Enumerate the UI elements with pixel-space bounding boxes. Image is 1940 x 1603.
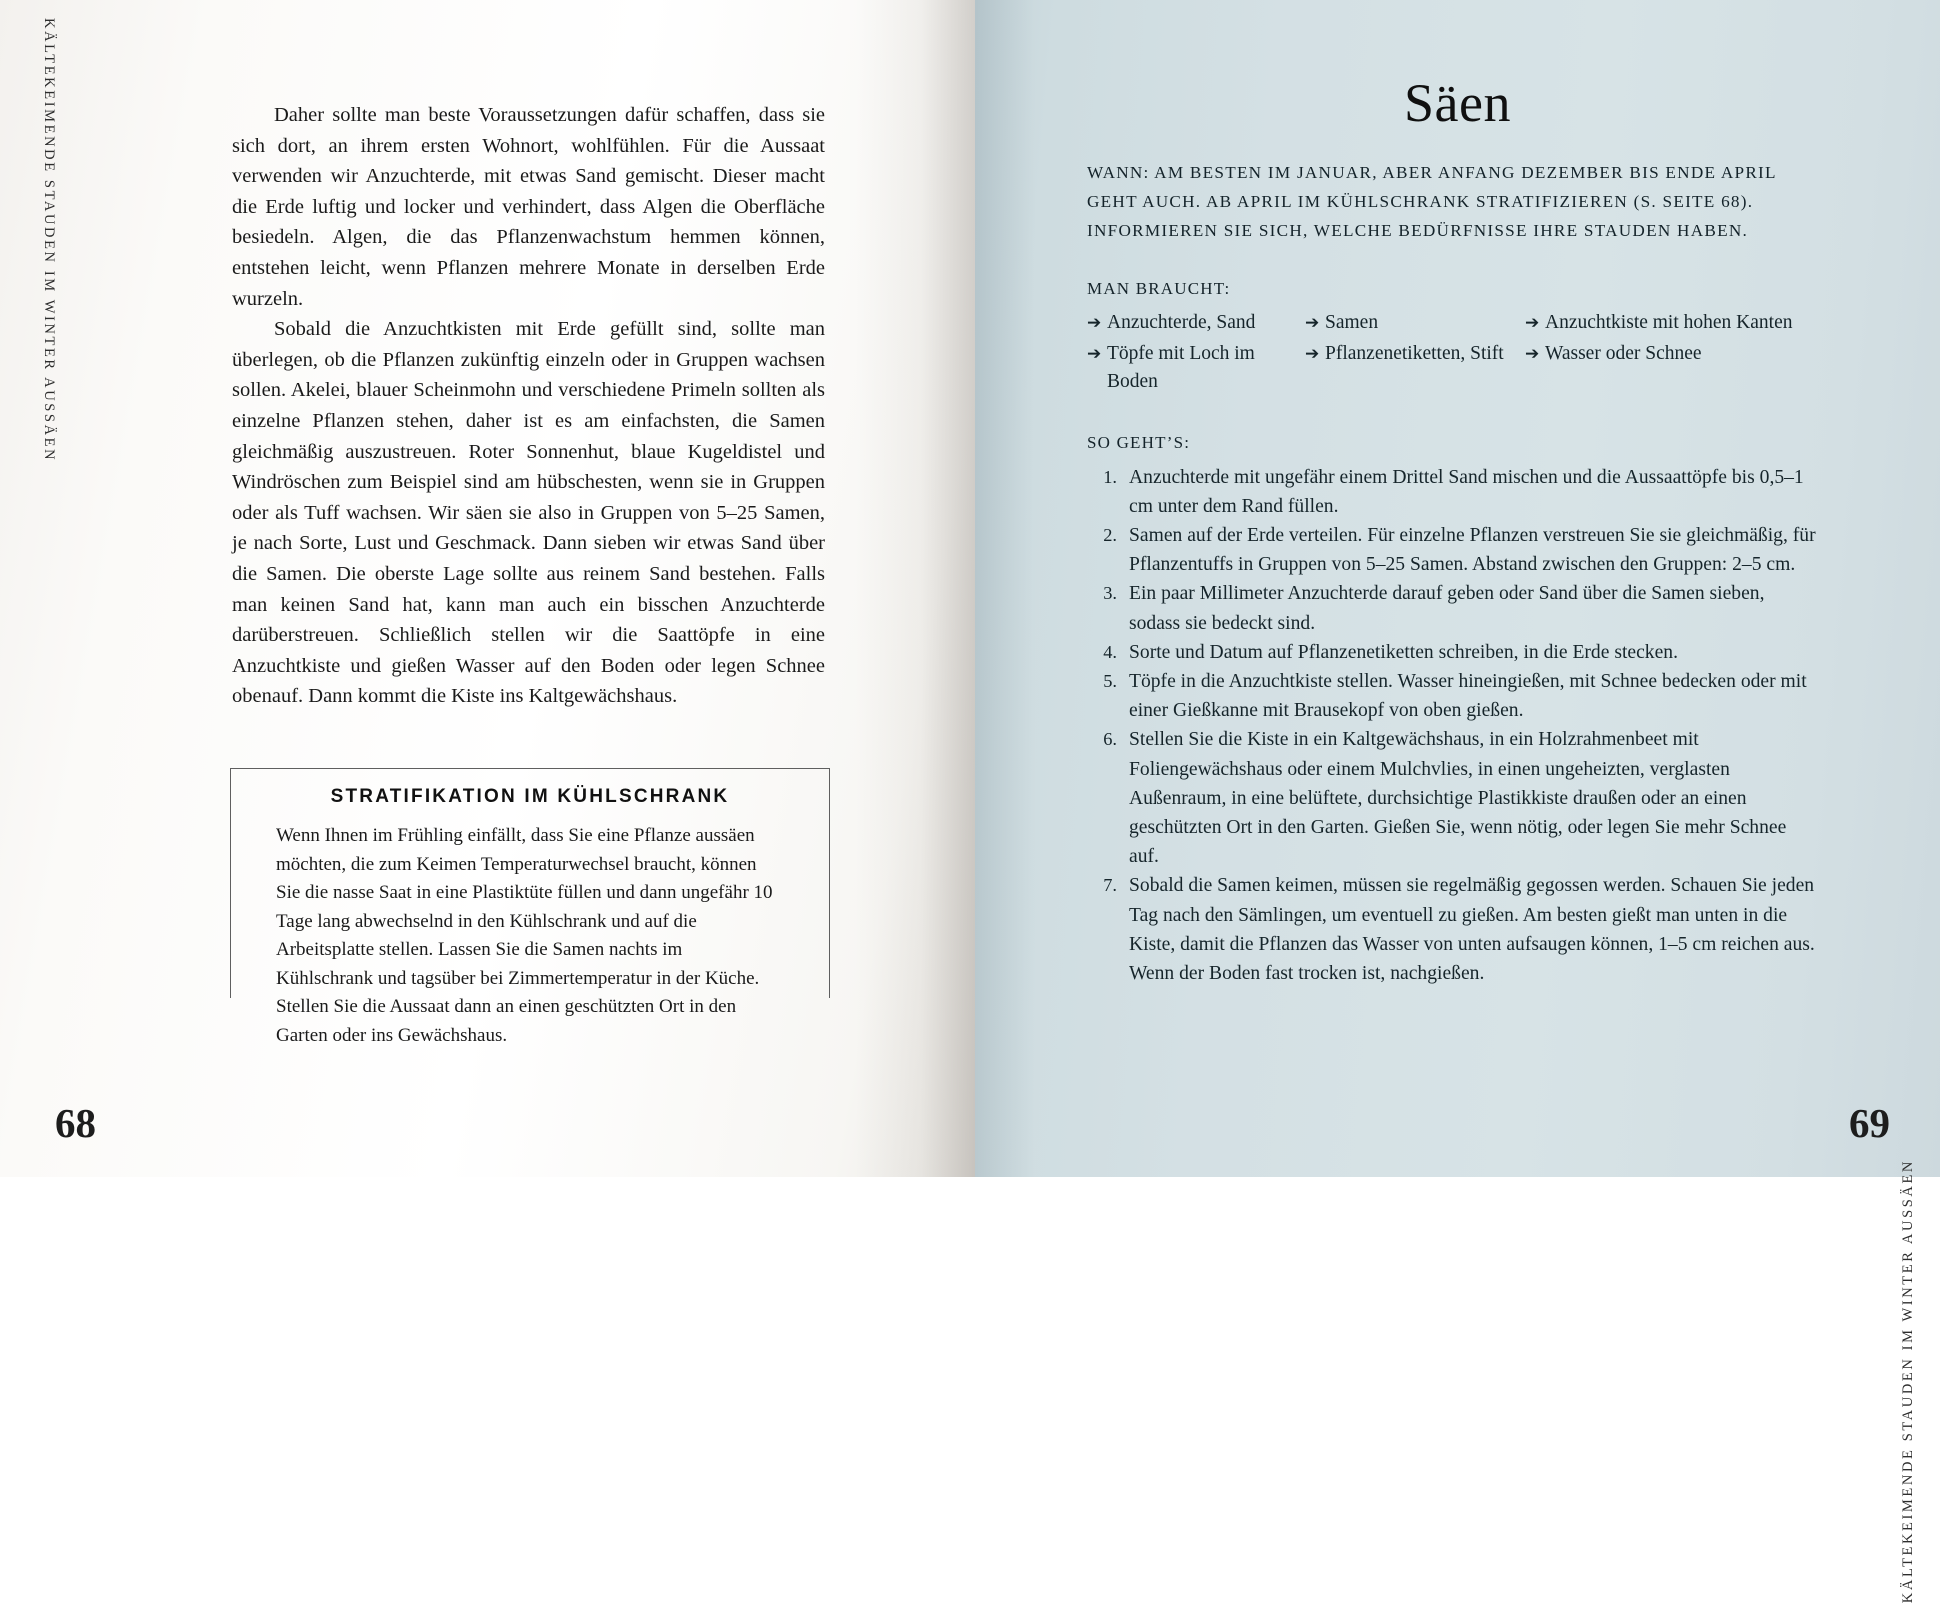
infobox-body: Wenn Ihnen im Frühling einfällt, dass Sie eine Pflanze aussäen möchten, die zum Keimen Temperaturwechsel braucht, können Sie die nasse Saat in eine Plastiktüte füllen und dann ungefähr 10 Tage lang abwechselnd in den Kühlschrank und auf die Arbeitsplatte stellen. Lassen Sie die Samen nachts im Kühlschrank und tagsüber bei Zimmertemperatur in der Küche. Stellen Sie die Aussaat dann an einen geschützten Ort in den Garten oder ins Gewächshaus. <box>276 825 773 1046</box>
infobox-right-rule <box>829 768 830 998</box>
steps-list <box>1087 463 1817 989</box>
need-label: Töpfe mit Loch im Boden <box>1107 342 1255 392</box>
arrow-icon: ➔ <box>1305 343 1320 363</box>
needs-column-2 <box>1305 309 1525 399</box>
arrow-icon: ➔ <box>1525 343 1540 363</box>
running-head-left: KÄLTEKEIMENDE STAUDEN IM WINTER AUSSÄEN <box>41 18 57 463</box>
step-item <box>1087 638 1817 667</box>
page-number-left: 68 <box>55 1100 96 1146</box>
step-item <box>1087 521 1817 579</box>
right-page-gutter-shadow <box>975 0 1035 1177</box>
step-item <box>1087 579 1817 637</box>
right-page <box>975 0 1940 1603</box>
step-text: Anzuchterde mit ungefähr einem Drittel Sand mischen und die Aussaattöpfe bis 0,5–1 cm unter dem Rand füllen. <box>1129 466 1804 517</box>
need-label: Wasser oder Schnee <box>1545 342 1702 364</box>
page-number-right: 69 <box>1849 1100 1890 1146</box>
step-text: Ein paar Millimeter Anzuchterde darauf geben oder Sand über die Samen sieben, sodass sie bedeckt sind. <box>1129 583 1765 634</box>
paragraph-2: Sobald die Anzuchtkisten mit Erde gefüllt sind, sollte man überlegen, ob die Pflanzen zukünftig einzeln oder in Gruppen wachsen sollen. Akelei, blauer Scheinmohn und verschiedene Primeln sollten als einzelne Pflanzen stehen, daher ist es am einfachsten, die Samen gleichmäßig auszustreuen. Roter Sonnenhut, blaue Kugeldistel und Windröschen zum Beispiel sind am hübschesten, wenn sie in Gruppen oder als Tuff wachsen. Wir säen sie also in Gruppen von 5–25 Samen, je nach Sorte, Lust und Geschmack. Dann sieben wir etwas Sand über die Samen. Die oberste Lage sollte aus reinem Sand bestehen. Falls man keinen Sand hat, kann man auch ein bisschen Anzuchterde darüberstreuen. Schließlich stellen wir die Saattöpfe in eine Anzuchtkiste und gießen Wasser auf den Boden oder legen Schnee obenauf. Dann kommt die Kiste ins Kaltgewächshaus. <box>232 318 825 708</box>
need-label: Anzuchterde, Sand <box>1107 312 1256 333</box>
needs-list <box>1087 309 1817 399</box>
need-label: Pflanzenetiketten, Stift <box>1325 342 1504 364</box>
stratifikation-infobox <box>230 768 830 1050</box>
step-number: 5. <box>1103 670 1117 691</box>
arrow-icon: ➔ <box>1305 313 1320 332</box>
need-item <box>1525 309 1795 338</box>
step-text: Töpfe in die Anzuchtkiste stellen. Wasser hineingießen, mit Schnee bedecken oder mit einer Gießkanne mit Brausekopf von oben gießen. <box>1129 670 1807 722</box>
left-body-text <box>232 100 825 712</box>
infobox-left-rule <box>230 768 231 998</box>
need-label: Samen <box>1325 312 1379 333</box>
when-text: WANN: AM BESTEN IM JANUAR, ABER ANFANG DEZEMBER BIS ENDE APRIL GEHT AUCH. AB APRIL IM KÜHLSCHRANK STRATIFIZIEREN (S. SEITE 68). INFORMIEREN SIE SICH, WELCHE BEDÜRFNISSE IHRE STAUDEN HABEN. <box>1087 163 1777 240</box>
need-item <box>1525 340 1795 369</box>
chapter-title: Säen <box>1404 73 1511 133</box>
need-item <box>1305 340 1525 369</box>
arrow-icon: ➔ <box>1087 343 1102 363</box>
step-item <box>1087 667 1817 725</box>
step-number: 3. <box>1103 583 1117 604</box>
step-text: Sobald die Samen keimen, müssen sie regelmäßig gegossen werden. Schauen Sie jeden Tag nach den Sämlingen, um eventuell zu gießen. Am besten gießt man unten in die Kiste, damit die Pflanzen das Wasser von unten aufsaugen können, 1–5 cm reichen aus. Wenn der Boden fast trocken ist, nachgießen. <box>1129 875 1815 984</box>
step-item <box>1087 871 1817 988</box>
step-item <box>1087 725 1817 871</box>
needs-label: MAN BRAUCHT: <box>1087 279 1231 298</box>
paragraph-1: Daher sollte man beste Voraussetzungen dafür schaffen, dass sie sich dort, an ihrem ersten Wohnort, wohlfühlen. Für die Aussaat verwenden wir Anzuchterde, mit etwas Sand gemischt. Dieser macht die Erde luftig und locker und verhindert, dass Algen die Oberfläche besiedeln. Algen, die das Pflanzenwachstum hemmen können, entstehen leicht, wenn Pflanzen mehrere Monate in derselben Erde wurzeln. <box>232 104 825 310</box>
step-number: 2. <box>1103 524 1117 545</box>
steps-label: SO GEHT’S: <box>1087 432 1191 452</box>
step-number: 6. <box>1103 729 1117 750</box>
need-item <box>1087 340 1305 397</box>
step-text: Samen auf der Erde verteilen. Für einzelne Pflanzen verstreuen Sie sie gleichmäßig, für Pflanzentuffs in Gruppen von 5–25 Samen. Abstand zwischen den Gruppen: 2–5 cm. <box>1129 524 1816 576</box>
step-item <box>1087 463 1817 521</box>
arrow-icon: ➔ <box>1525 313 1540 332</box>
needs-column-3 <box>1525 309 1795 399</box>
step-text: Sorte und Datum auf Pflanzenetiketten schreiben, in die Erde stecken. <box>1129 641 1678 663</box>
arrow-icon: ➔ <box>1087 313 1102 332</box>
step-number: 7. <box>1103 875 1117 896</box>
step-number: 4. <box>1103 641 1117 662</box>
left-page-gutter-shadow <box>855 0 975 1177</box>
need-item <box>1305 309 1525 338</box>
infobox-top-rule <box>230 768 830 769</box>
infobox-title: STRATIFIKATION IM KÜHLSCHRANK <box>330 786 730 807</box>
step-number: 1. <box>1103 466 1117 487</box>
need-item <box>1087 309 1305 338</box>
need-label: Anzuchtkiste mit hohen Kanten <box>1545 312 1793 333</box>
running-head-right: KÄLTEKEIMENDE STAUDEN IM WINTER AUSSÄEN <box>1900 1159 1916 1603</box>
left-page <box>0 0 975 1177</box>
right-body-column <box>1087 158 1817 988</box>
step-text: Stellen Sie die Kiste in ein Kaltgewächshaus, in ein Holzrahmenbeet mit Foliengewächshaus oder einem Mulchvlies, in einen ungeheizten, verglasten Außenraum, in eine belüftete, durchsichtige Plastikkiste draußen oder an einen geschützten Ort in den Garten. Gießen Sie, wenn nötig, oder legen Sie mehr Schnee auf. <box>1129 729 1787 868</box>
needs-column-1 <box>1087 309 1305 399</box>
